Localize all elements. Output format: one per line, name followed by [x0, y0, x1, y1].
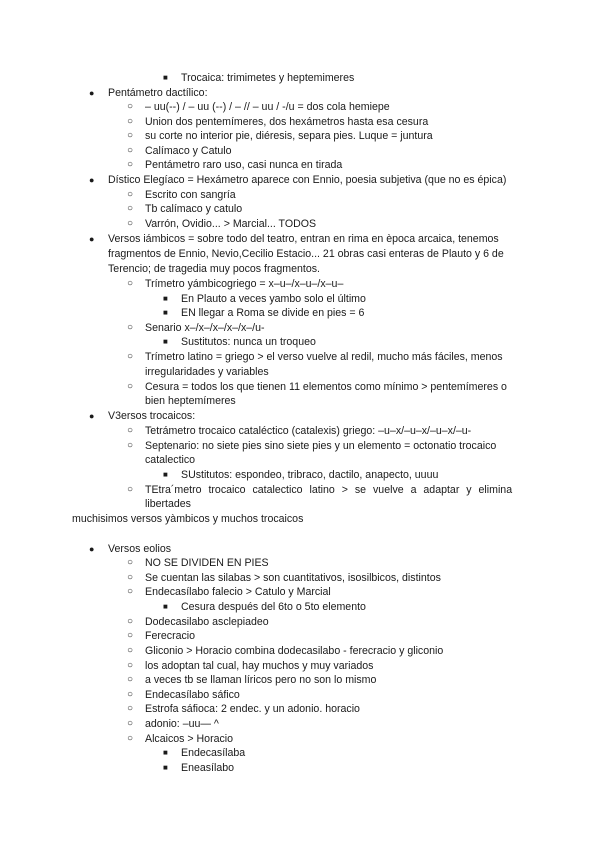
square-bullet-icon: ■ [163, 308, 168, 317]
circle-bullet-icon: ○ [127, 116, 134, 127]
circle-bullet-icon: ○ [127, 630, 134, 641]
list-item-text: Sustitutos: nunca un troqueo [181, 336, 316, 348]
list-item-text: EN llegar a Roma se divide en pies = 6 [181, 307, 365, 319]
list-item-text: Union dos pentemímeres, dos hexámetros hasta esa cesura [145, 116, 429, 128]
circle-bullet-icon: ○ [127, 130, 134, 141]
list-item-text: catalectico [145, 454, 196, 466]
square-bullet-icon: ■ [163, 294, 168, 303]
list-item-text: Endecasílabo falecio > Catulo y Marcial [145, 586, 331, 598]
list-item-text: Cesura = todos los que tienen 11 elementos como mínimo > pentemímeres o [145, 381, 507, 393]
circle-bullet-icon: ○ [127, 425, 134, 436]
list-item-text: Pentámetro raro uso, casi nunca en tirada [145, 159, 343, 171]
list-item-text: Endecasílaba [181, 747, 246, 759]
circle-bullet-icon: ○ [127, 203, 134, 214]
circle-bullet-icon: ○ [127, 440, 134, 451]
list-item-text: TEtra´metro trocaico catalectico latino > se vuelve a adaptar y elimina [145, 484, 513, 496]
list-item-text: Versos eolios [108, 543, 172, 555]
disc-bullet-icon: ● [89, 411, 95, 421]
list-item-text: bien heptemímeres [145, 395, 236, 407]
circle-bullet-icon: ○ [127, 660, 134, 671]
list-item-text: libertades [145, 498, 191, 510]
circle-bullet-icon: ○ [127, 616, 134, 627]
disc-bullet-icon: ● [89, 175, 95, 185]
list-item-text: Trímetro yámbicogriego = x–u–/x–u–/x–u– [145, 278, 344, 290]
list-item-text: Senario x–/x–/x–/x–/x–/u- [145, 322, 265, 334]
list-item-text: Versos iámbicos = sobre todo del teatro, entran en rima en època arcaica, tenemos [108, 233, 499, 245]
list-item-text: – uu(--) / – uu (--) / – // – uu / -/u = dos cola hemiepe [145, 101, 390, 113]
list-item-text: Trocaica: trimimetes y heptemimeres [181, 72, 355, 84]
list-item-text: los adoptan tal cual, hay muchos y muy variados [145, 660, 374, 672]
circle-bullet-icon: ○ [127, 159, 134, 170]
circle-bullet-icon: ○ [127, 484, 134, 495]
list-item-text: Dodecasilabo asclepiadeo [145, 616, 269, 628]
disc-bullet-icon: ● [89, 88, 95, 98]
circle-bullet-icon: ○ [127, 101, 134, 112]
circle-bullet-icon: ○ [127, 351, 134, 362]
circle-bullet-icon: ○ [127, 381, 134, 392]
square-bullet-icon: ■ [163, 748, 168, 757]
circle-bullet-icon: ○ [127, 218, 134, 229]
list-item-text: Tetrámetro trocaico cataléctico (catalexis) griego: –u–x/–u–x/–u–x/–u- [145, 425, 472, 437]
list-item-text: Terencio; de tragedia muy pocos fragmentos. [108, 263, 320, 275]
list-item-text: Cesura después del 6to o 5to elemento [181, 601, 366, 613]
disc-bullet-icon: ● [89, 234, 95, 244]
list-item-text: Se cuentan las silabas > son cuantitativos, isosilbicos, distintos [145, 572, 441, 584]
list-item-text: En Plauto a veces yambo solo el último [181, 293, 366, 305]
list-item-text: SUstitutos: espondeo, tribraco, dactilo, anapecto, uuuu [181, 469, 439, 481]
list-item-text: fragmentos de Ennio, Nevio,Cecilio Estacio... 21 obras casi enteras de Plauto y 6 de [108, 248, 504, 260]
circle-bullet-icon: ○ [127, 586, 134, 597]
list-item-text: Dístico Elegíaco = Hexámetro aparece con Ennio, poesia subjetiva (que no es épica) [108, 174, 507, 186]
circle-bullet-icon: ○ [127, 703, 134, 714]
square-bullet-icon: ■ [163, 73, 168, 82]
list-item-text: Septenario: no siete pies sino siete pies y un elemento = octonatio trocaico [145, 440, 497, 452]
circle-bullet-icon: ○ [127, 572, 134, 583]
list-item-text: adonio: –uu— ^ [145, 718, 219, 730]
circle-bullet-icon: ○ [127, 689, 134, 700]
list-item-text: Trímetro latino = griego > el verso vuelve al redil, mucho más fáciles, menos [145, 351, 503, 363]
circle-bullet-icon: ○ [127, 645, 134, 656]
circle-bullet-icon: ○ [127, 189, 134, 200]
circle-bullet-icon: ○ [127, 322, 134, 333]
list-item-text: Alcaicos > Horacio [145, 733, 234, 745]
circle-bullet-icon: ○ [127, 557, 134, 568]
circle-bullet-icon: ○ [127, 674, 134, 685]
disc-bullet-icon: ● [89, 544, 95, 554]
paragraph-text: muchisimos versos yàmbicos y muchos trocaicos [72, 513, 304, 525]
square-bullet-icon: ■ [163, 602, 168, 611]
list-item-text: Escrito con sangría [145, 189, 236, 201]
list-item-text: Tb calímaco y catulo [145, 203, 243, 215]
list-item-text: a veces tb se llaman líricos pero no son lo mismo [145, 674, 377, 686]
list-item-text: Varrón, Ovidio... > Marcial... TODOS [145, 218, 317, 230]
list-item-text: Calímaco y Catulo [145, 145, 232, 157]
square-bullet-icon: ■ [163, 337, 168, 346]
circle-bullet-icon: ○ [127, 718, 134, 729]
list-item-text: irregularidades y variables [145, 366, 269, 378]
list-item-text: Eneasílabo [181, 762, 235, 774]
circle-bullet-icon: ○ [127, 145, 134, 156]
square-bullet-icon: ■ [163, 470, 168, 479]
list-item-text: Endecasílabo sáfico [145, 689, 240, 701]
list-item-text: NO SE DIVIDEN EN PIES [145, 557, 269, 569]
list-item-text: su corte no interior pie, diéresis, separa pies. Luque = juntura [145, 130, 433, 142]
circle-bullet-icon: ○ [127, 733, 134, 744]
list-item-text: Estrofa sáfioca: 2 endec. y un adonio. horacio [145, 703, 360, 715]
list-item-text: V3ersos trocaicos: [108, 410, 196, 422]
list-item-text: Pentámetro dactílico: [108, 87, 208, 99]
list-item-text: Gliconio > Horacio combina dodecasilabo - ferecracio y gliconio [145, 645, 444, 657]
circle-bullet-icon: ○ [127, 278, 134, 289]
list-item-text: Ferecracio [145, 630, 196, 642]
square-bullet-icon: ■ [163, 763, 168, 772]
